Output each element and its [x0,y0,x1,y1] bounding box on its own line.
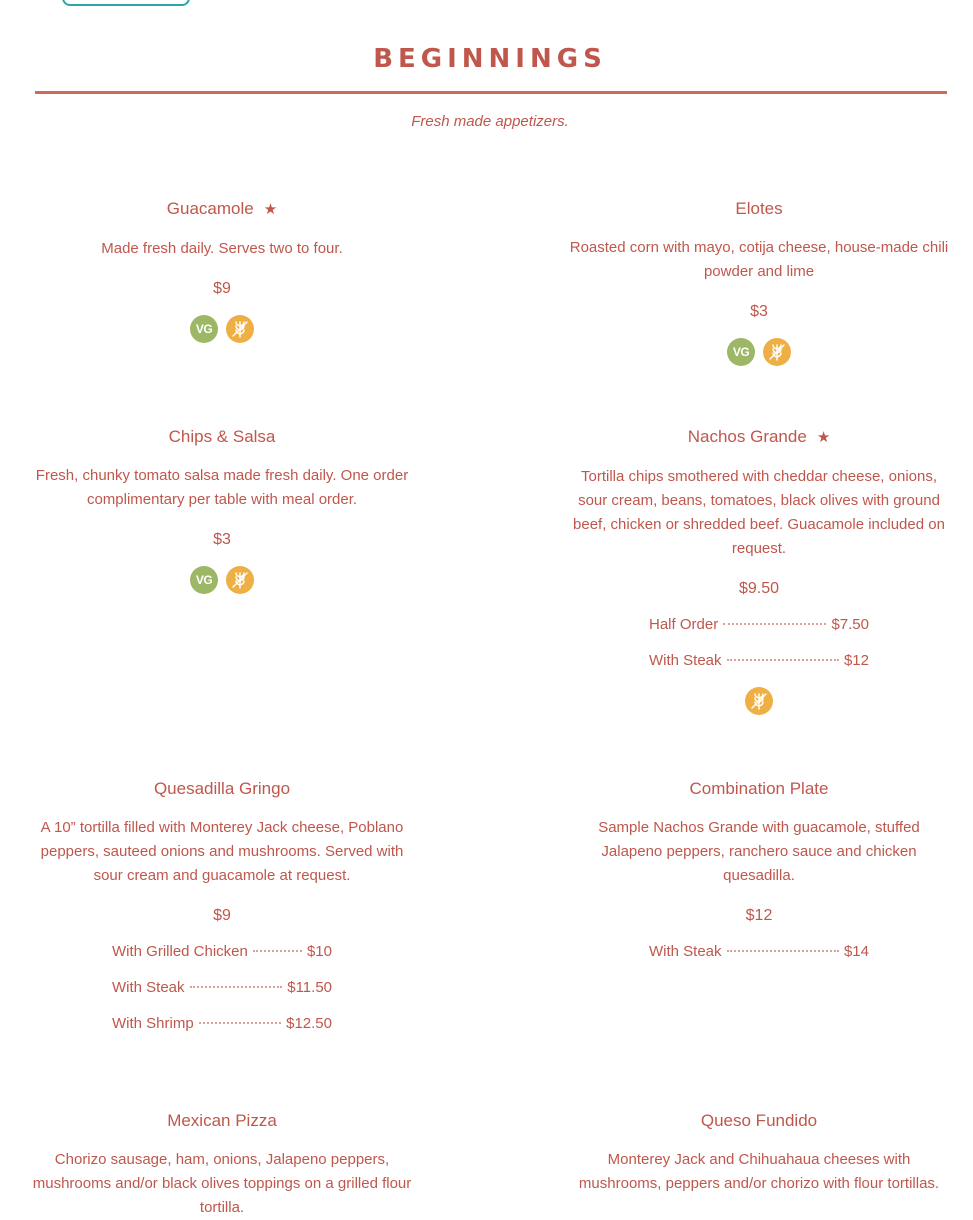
dot-leader [199,1022,281,1024]
gluten-free-wheat-icon [745,687,773,715]
item-description: Roasted corn with mayo, cotija cheese, house-made chili powder and lime [569,239,949,280]
option-price: $7.50 [831,616,869,633]
vegetarian-badge-icon: VG [190,315,218,343]
option-price: $10 [306,943,332,960]
price-option [649,942,869,962]
menu-item-quesadilla-gringo [32,779,412,1050]
option-label: With Steak [112,979,185,996]
price-options [649,615,869,671]
menu-item-combination-plate [569,779,949,978]
price-option [112,942,332,962]
dietary-icons [569,338,949,366]
gluten-free-wheat-icon [226,566,254,594]
item-description: Fresh, chunky tomato salsa made fresh daily. One order complimentary per table with meal order. [35,467,409,508]
menu-item-queso-fundido [569,1111,949,1196]
option-label: With Shrimp [112,1015,194,1032]
item-name: Nachos Grande [687,427,807,446]
option-price: $11.50 [287,979,332,996]
dot-leader [253,950,302,952]
item-name: Mexican Pizza [167,1111,277,1130]
price-option [649,615,869,635]
item-price: $3 [213,531,231,548]
price-option [112,1014,332,1034]
item-name-row [32,199,412,220]
dietary-icons [32,315,412,343]
item-name: Quesadilla Gringo [153,779,291,798]
top-partial-button[interactable] [62,0,190,6]
menu-item-mexican-pizza [32,1111,412,1220]
option-label: With Steak [649,943,722,960]
item-name: Elotes [735,199,783,218]
item-price: $9 [213,907,231,924]
item-description: Chorizo sausage, ham, onions, Jalapeno peppers, mushrooms and/or black olives toppings on a grilled flour tortilla. [32,1151,412,1216]
price-options [649,942,869,962]
section-subtitle: Fresh made appetizers. [411,113,569,130]
dietary-icons [32,566,412,594]
dot-leader [727,659,839,661]
gluten-free-wheat-icon [226,315,254,343]
option-label: With Grilled Chicken [112,943,248,960]
item-price: $3 [750,303,768,320]
option-label: Half Order [649,616,719,633]
price-options [112,942,332,1034]
section-divider [35,91,947,94]
item-description: Made fresh daily. Serves two to four. [101,240,343,257]
menu-item-elotes [569,199,949,366]
item-name-row [569,427,949,448]
vegetarian-badge-icon: VG [190,566,218,594]
item-description: Monterey Jack and Chihuahaua cheeses with mushrooms, peppers and/or chorizo with flour tortillas. [578,1151,940,1192]
dietary-icons [569,687,949,715]
dot-leader [190,986,283,988]
item-price: $9.50 [738,580,780,597]
item-price: $9 [213,280,231,297]
gluten-free-wheat-icon [763,338,791,366]
section-title: BEGINNINGS [373,44,607,74]
menu-item-nachos-grande [569,427,949,715]
option-price: $12 [843,652,869,669]
price-option [649,651,869,671]
item-description: Sample Nachos Grande with guacamole, stuffed Jalapeno peppers, ranchero sauce and chicken quesadilla. [598,819,920,884]
star-icon: ★ [816,429,831,446]
item-description: Tortilla chips smothered with cheddar cheese, onions, sour cream, beans, tomatoes, black olives with ground beef, chicken or shredded beef. Guacamole included on request. [573,468,945,557]
dot-leader [723,623,826,625]
item-name: Combination Plate [689,779,829,798]
item-description: A 10” tortilla filled with Monterey Jack cheese, Poblano peppers, sauteed onions and mushrooms. Served with sour cream and guacamole at request. [40,819,404,884]
price-option [112,978,332,998]
item-name: Guacamole [166,199,254,218]
menu-item-chips-salsa [32,427,412,594]
option-price: $12.50 [286,1015,332,1032]
dot-leader [727,950,839,952]
option-label: With Steak [649,652,722,669]
item-name: Queso Fundido [700,1111,818,1130]
star-icon: ★ [263,201,278,218]
vegetarian-badge-icon: VG [727,338,755,366]
menu-item-guacamole [32,199,412,343]
item-name: Chips & Salsa [168,427,276,446]
option-price: $14 [843,943,869,960]
item-price: $12 [745,907,773,924]
